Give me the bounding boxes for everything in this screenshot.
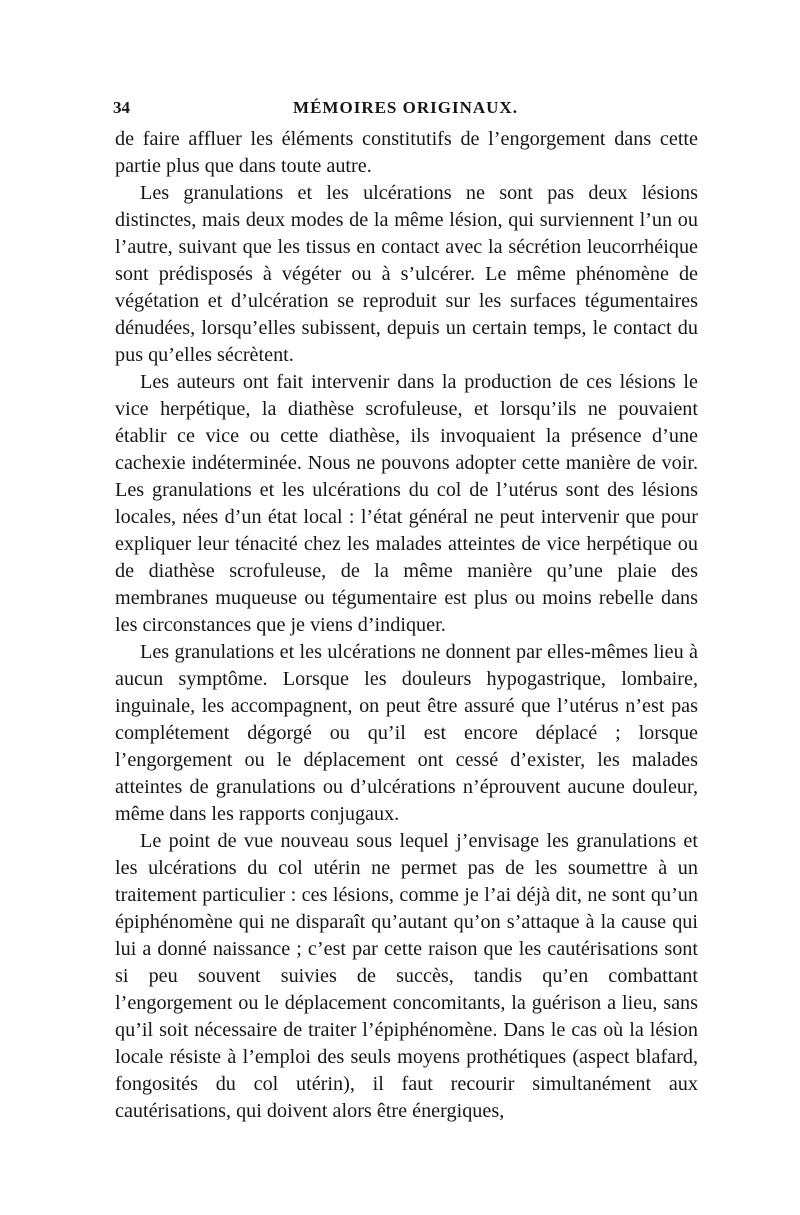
body-text: [115, 126, 698, 1125]
paragraph-4: Les granulations et les ulcérations ne donnent par elles-mêmes lieu à aucun symptôme. Lorsque les douleurs hypogastrique, lombaire, inguinale, les accompagnent, on peut être assuré que l’utérus n’est pas complétement dégorgé ou qu’il est encore déplacé ; lorsque l’engorgement ou le déplacement ont cessé d’exister, les malades atteintes de granulations ou d’ulcérations n’éprouvent aucune douleur, même dans les rapports conjugaux.: [115, 641, 698, 825]
paragraph-3: Les auteurs ont fait intervenir dans la production de ces lésions le vice herpétique, la diathèse scrofuleuse, et lorsqu’ils ne pouvaient établir ce vice ou cette diathèse, ils invoquaient la présence d’une cachexie indéterminée. Nous ne pouvons adopter cette manière de voir. Les granulations et les ulcérations du col de l’utérus sont des lésions locales, nées d’un état local : l’état général ne peut intervenir que pour expliquer leur ténacité chez les malades atteintes de vice herpétique ou de diathèse scrofuleuse, de la même manière qu’une plaie des membranes muqueuse ou tégumentaire est plus ou moins rebelle dans les circonstances que je viens d’indiquer.: [115, 371, 698, 636]
paragraph-1: de faire affluer les éléments constitutifs de l’engorgement dans cette partie plus que dans toute autre.: [115, 128, 698, 177]
running-head: [113, 98, 698, 122]
page-number: 34: [113, 98, 130, 117]
paragraph-5: Le point de vue nouveau sous lequel j’envisage les granulations et les ulcérations du col utérin ne permet pas de les soumettre à un traitement particulier : ces lésions, comme je l’ai déjà dit, ne sont qu’un épiphénomène qui ne disparaît qu’autant qu’on s’attaque à la cause qui lui a donné naissance ; c’est par cette raison que les cautérisations sont si peu souvent suivies de succès, tandis qu’en combattant l’engorgement ou le déplacement concomitants, la guérison a lieu, sans qu’il soit nécessaire de traiter l’épiphénomène. Dans le cas où la lésion locale résiste à l’emploi des seuls moyens prothétiques (aspect blafard, fongosités du col utérin), il faut recourir simultanément aux cautérisations, qui doivent alors être énergiques,: [115, 830, 698, 1122]
running-title: MÉMOIRES ORIGINAUX.: [293, 98, 518, 117]
paragraph-2: Les granulations et les ulcérations ne sont pas deux lésions distinctes, mais deux modes de la même lésion, qui surviennent l’un ou l’autre, suivant que les tissus en contact avec la sécrétion leucorrhéique sont prédisposés à végéter ou à s’ulcérer. Le même phénomène de végétation et d’ulcération se reproduit sur les surfaces tégumentaires dénudées, lorsqu’elles subissent, depuis un certain temps, le contact du pus qu’elles sécrètent.: [115, 182, 698, 366]
